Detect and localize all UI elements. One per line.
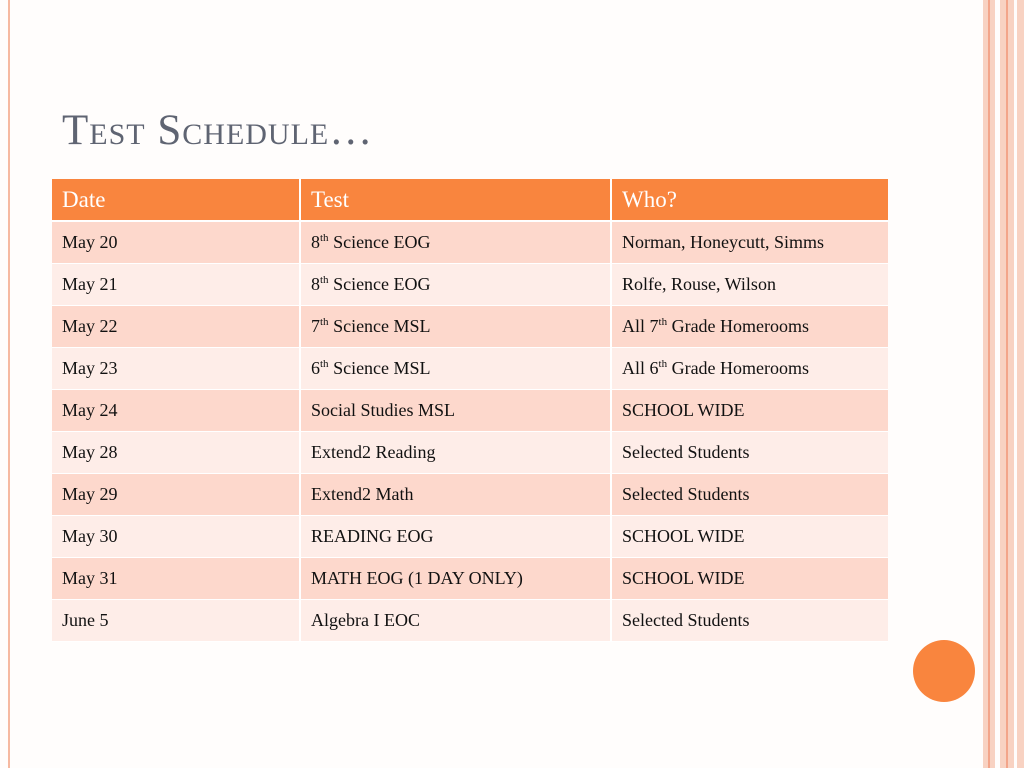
table-row [52, 306, 888, 348]
cell-test [300, 432, 611, 474]
cell-test [300, 348, 611, 390]
right-border-stripe [995, 0, 1000, 768]
table-row [52, 432, 888, 474]
table-body [52, 221, 888, 642]
test-text-rest: Science MSL [328, 358, 431, 378]
test-text: MATH EOG (1 DAY ONLY) [311, 568, 523, 588]
who-text: Selected Students [622, 610, 750, 630]
cell-date: May 20 [52, 221, 300, 264]
table-row [52, 390, 888, 432]
slide-title: Test Schedule… [62, 107, 374, 154]
who-text: All 7 [622, 316, 659, 336]
test-text-rest: Science EOG [328, 232, 431, 252]
table-row [52, 474, 888, 516]
right-border-stripe [988, 0, 990, 768]
who-text: Selected Students [622, 484, 750, 504]
test-ordinal-suffix: th [320, 274, 329, 286]
who-text: Rolfe, Rouse, Wilson [622, 274, 776, 294]
cell-who [611, 390, 888, 432]
test-text: Extend2 Reading [311, 442, 436, 462]
test-text: READING EOG [311, 526, 434, 546]
cell-who [611, 600, 888, 642]
test-ordinal-suffix: th [320, 358, 329, 370]
cell-date: May 21 [52, 264, 300, 306]
cell-test [300, 264, 611, 306]
cell-date: May 23 [52, 348, 300, 390]
cell-date: June 5 [52, 600, 300, 642]
who-ordinal-suffix: th [658, 316, 668, 328]
test-text: Algebra I EOC [311, 610, 420, 630]
test-ordinal-suffix: th [320, 316, 329, 328]
test-text: Extend2 Math [311, 484, 414, 504]
test-text: 8 [311, 274, 320, 294]
orange-circle-decoration [913, 640, 975, 702]
who-ordinal-suffix: th [658, 358, 668, 370]
cell-test [300, 221, 611, 264]
cell-date: May 22 [52, 306, 300, 348]
who-text: Norman, Honeycutt, Simms [622, 232, 824, 252]
who-text: SCHOOL WIDE [622, 400, 745, 420]
cell-date: May 30 [52, 516, 300, 558]
cell-test [300, 306, 611, 348]
right-border-stripe [1006, 0, 1008, 768]
cell-test [300, 390, 611, 432]
cell-who [611, 348, 888, 390]
who-text: All 6 [622, 358, 659, 378]
cell-who [611, 264, 888, 306]
cell-who [611, 306, 888, 348]
left-border-line [8, 0, 10, 768]
cell-date: May 24 [52, 390, 300, 432]
header-date: Date [52, 179, 300, 221]
test-text: 8 [311, 232, 320, 252]
cell-test [300, 600, 611, 642]
cell-test [300, 558, 611, 600]
cell-who [611, 558, 888, 600]
who-text-rest: Grade Homerooms [667, 316, 810, 336]
cell-date: May 28 [52, 432, 300, 474]
cell-who [611, 516, 888, 558]
who-text-rest: Grade Homerooms [667, 358, 810, 378]
test-ordinal-suffix: th [320, 232, 329, 244]
table-row [52, 221, 888, 264]
right-border-stripe [980, 0, 983, 768]
cell-who [611, 221, 888, 264]
cell-test [300, 516, 611, 558]
cell-test [300, 474, 611, 516]
cell-date: May 29 [52, 474, 300, 516]
table-header-row [52, 179, 888, 221]
test-schedule-table [52, 179, 888, 642]
table-row [52, 264, 888, 306]
table-row [52, 558, 888, 600]
table-row [52, 348, 888, 390]
header-test: Test [300, 179, 611, 221]
who-text: SCHOOL WIDE [622, 568, 745, 588]
right-decorative-border [980, 0, 1024, 768]
test-text: 6 [311, 358, 320, 378]
who-text: Selected Students [622, 442, 750, 462]
cell-who [611, 432, 888, 474]
cell-date: May 31 [52, 558, 300, 600]
table-row [52, 516, 888, 558]
table-row [52, 600, 888, 642]
header-who: Who? [611, 179, 888, 221]
test-text-rest: Science EOG [328, 274, 431, 294]
right-border-stripe [1014, 0, 1017, 768]
cell-who [611, 474, 888, 516]
test-text: 7 [311, 316, 320, 336]
test-text-rest: Science MSL [328, 316, 431, 336]
test-text: Social Studies MSL [311, 400, 456, 420]
who-text: SCHOOL WIDE [622, 526, 745, 546]
